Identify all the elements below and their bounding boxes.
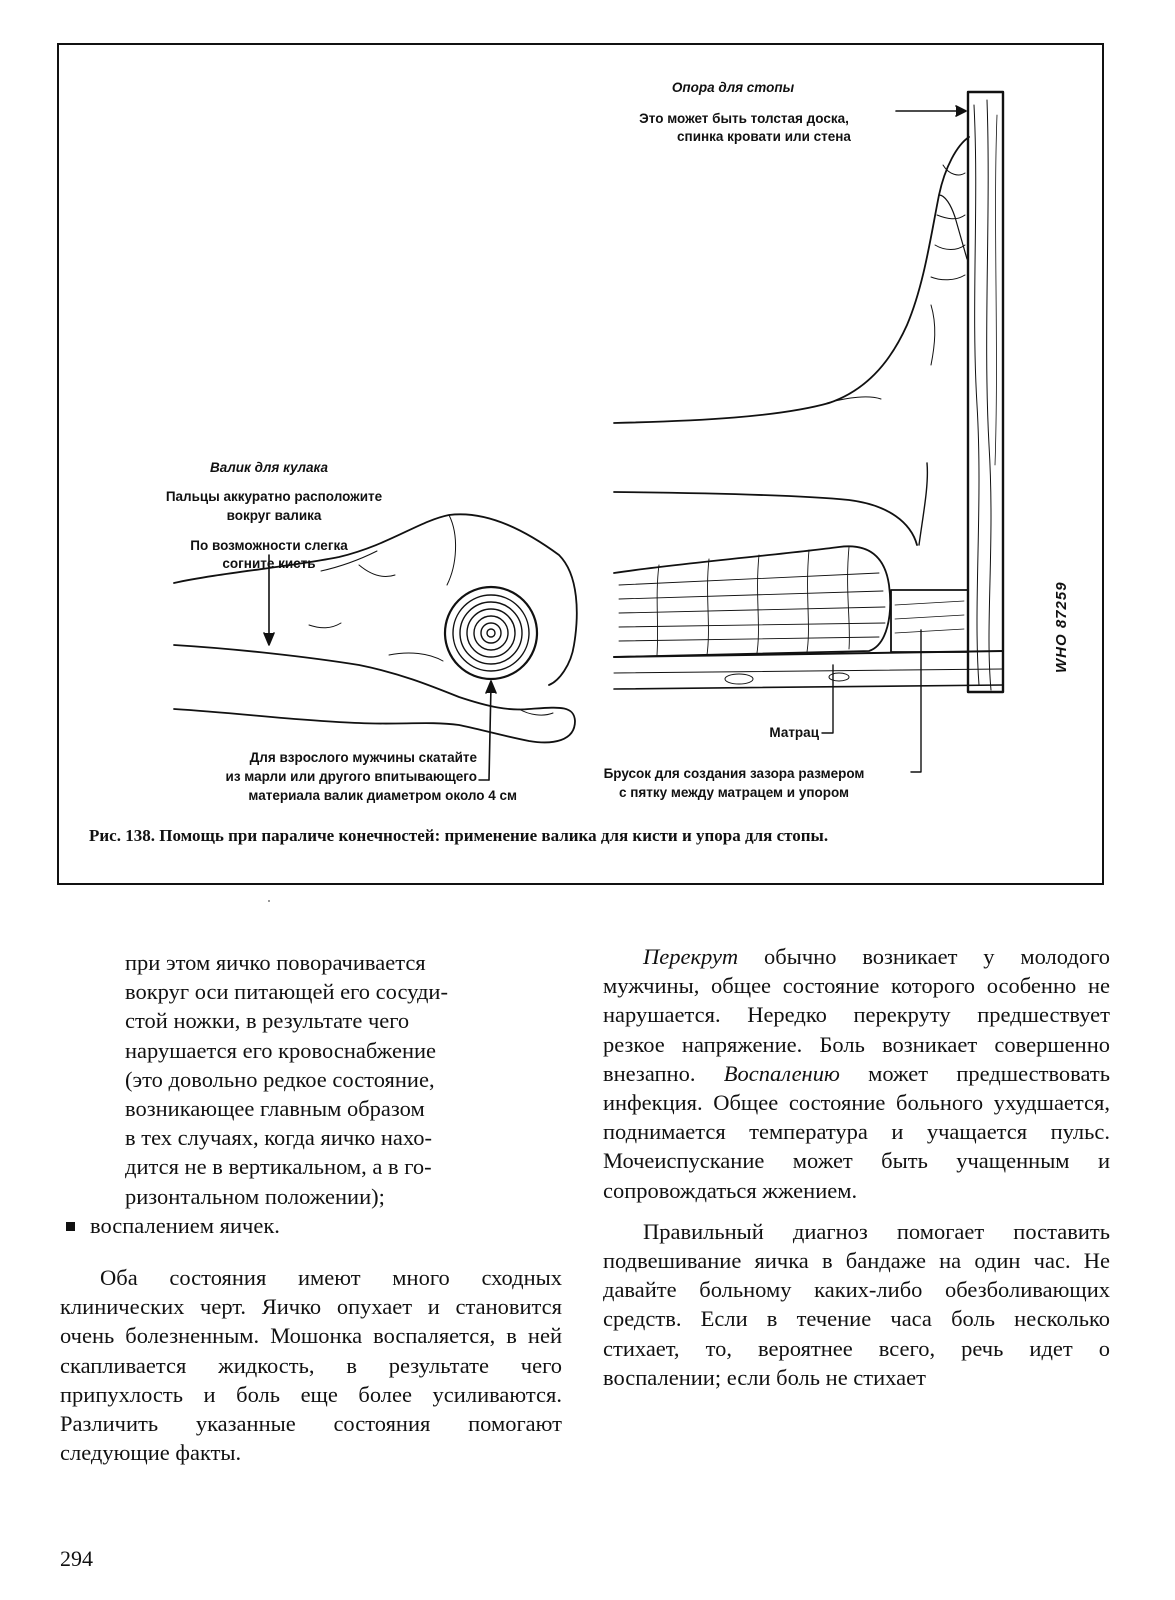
left-paragraph: Оба состояния имеют много сходных клинических черт. Яичко опухает и становится очень болезненным. Мошонка воспаляется, в ней скапливается жидкость, в результате чего припухлость и боль еще более усиливаются. Различить указанные состояния помогают следующие факты. xyxy=(60,1265,562,1466)
continuation-line: вокруг оси питающей его сосуди- xyxy=(125,979,448,1005)
continuation-line: в тех случаях, когда яичко нахо- xyxy=(125,1125,433,1151)
continuation-line: стой ножки, в результате чего xyxy=(125,1008,410,1034)
adult-line3: материала валик диаметром около 4 см xyxy=(248,788,517,803)
continuation-line: возникающее главным образом xyxy=(125,1096,425,1122)
term-torsion: Перекрут xyxy=(643,944,739,969)
leg-foot xyxy=(614,137,969,545)
bullet-text: воспалением яичек. xyxy=(90,1212,280,1238)
continuation-line: ризонтальном положении); xyxy=(125,1183,385,1209)
block-line1: Брусок для создания зазора размером xyxy=(603,766,865,781)
foot-support-line1: Это может быть толстая доска, xyxy=(639,111,849,126)
right-column xyxy=(603,942,1110,1392)
bullet-square-icon xyxy=(66,1222,75,1231)
adult-line1: Для взрослого мужчины скатайте xyxy=(249,750,477,765)
continuation-line: нарушается его кровоснабжение xyxy=(125,1037,437,1063)
foot-support-board xyxy=(968,92,1003,692)
wrist-line2: согните кисть xyxy=(222,556,316,571)
figure-frame xyxy=(57,43,1104,885)
who-code: WHO 87259 xyxy=(1053,581,1070,673)
bed-base xyxy=(614,651,1003,689)
p1-part1: обычно возникает у молодого мужчины, общее состояние которого особенно не нарушается. Нередко перекруту предшествует резкое напряжение. Боль возникает совершенно внезапно. xyxy=(603,944,1110,1086)
left-column xyxy=(60,948,562,1467)
figure-caption: Рис. 138. Помощь при параличе конечностей: применение валика для кисти и упора для стопы. xyxy=(89,826,829,845)
right-paragraph-2: Правильный диагноз помогает поставить подвешивание яичка в бандаже на один час. Не давайте больному каких-либо обезболивающих средств. Если в течение часа боль несколько стихает, то, вероятнее всего, речь идет о воспалении; если боль не стихает xyxy=(603,1218,1110,1390)
bullet-item xyxy=(60,1211,562,1240)
foot-support-title: Опора для стопы xyxy=(671,80,795,95)
continuation-block xyxy=(60,948,562,1211)
heel-block xyxy=(891,590,968,652)
adult-line2: из марли или другого впитывающего xyxy=(225,769,477,784)
continuation-line: дится не в вертикальном, а в го- xyxy=(125,1154,432,1180)
block-line2: с пятку между матрацем и упором xyxy=(618,785,850,800)
separator-dot xyxy=(268,900,270,902)
right-paragraph-1 xyxy=(603,942,1110,1205)
wrist-line1: По возможности слегка xyxy=(190,538,348,553)
fingers-line2: вокруг валика xyxy=(226,508,322,523)
p1-part2: может предшествовать инфекция. Общее состояние больного ухудшается, поднимается температура и учащается пульс. Мочеиспускание может быть учащенным и сопровождаться жжением. xyxy=(603,1060,1110,1203)
continuation-line: (это довольно редкое состояние, xyxy=(125,1066,435,1092)
mattress xyxy=(614,546,890,657)
page-number: 294 xyxy=(60,1546,93,1571)
hand-roll-title: Валик для кулака xyxy=(209,460,329,475)
mattress-label: Матрац xyxy=(769,725,819,740)
foot-support-line2: спинка кровати или стена xyxy=(677,129,851,144)
continuation-line: при этом яичко поворачивается xyxy=(125,950,426,975)
fingers-line1: Пальцы аккуратно расположите xyxy=(165,489,383,504)
term-inflammation: Воспалению xyxy=(723,1060,840,1086)
